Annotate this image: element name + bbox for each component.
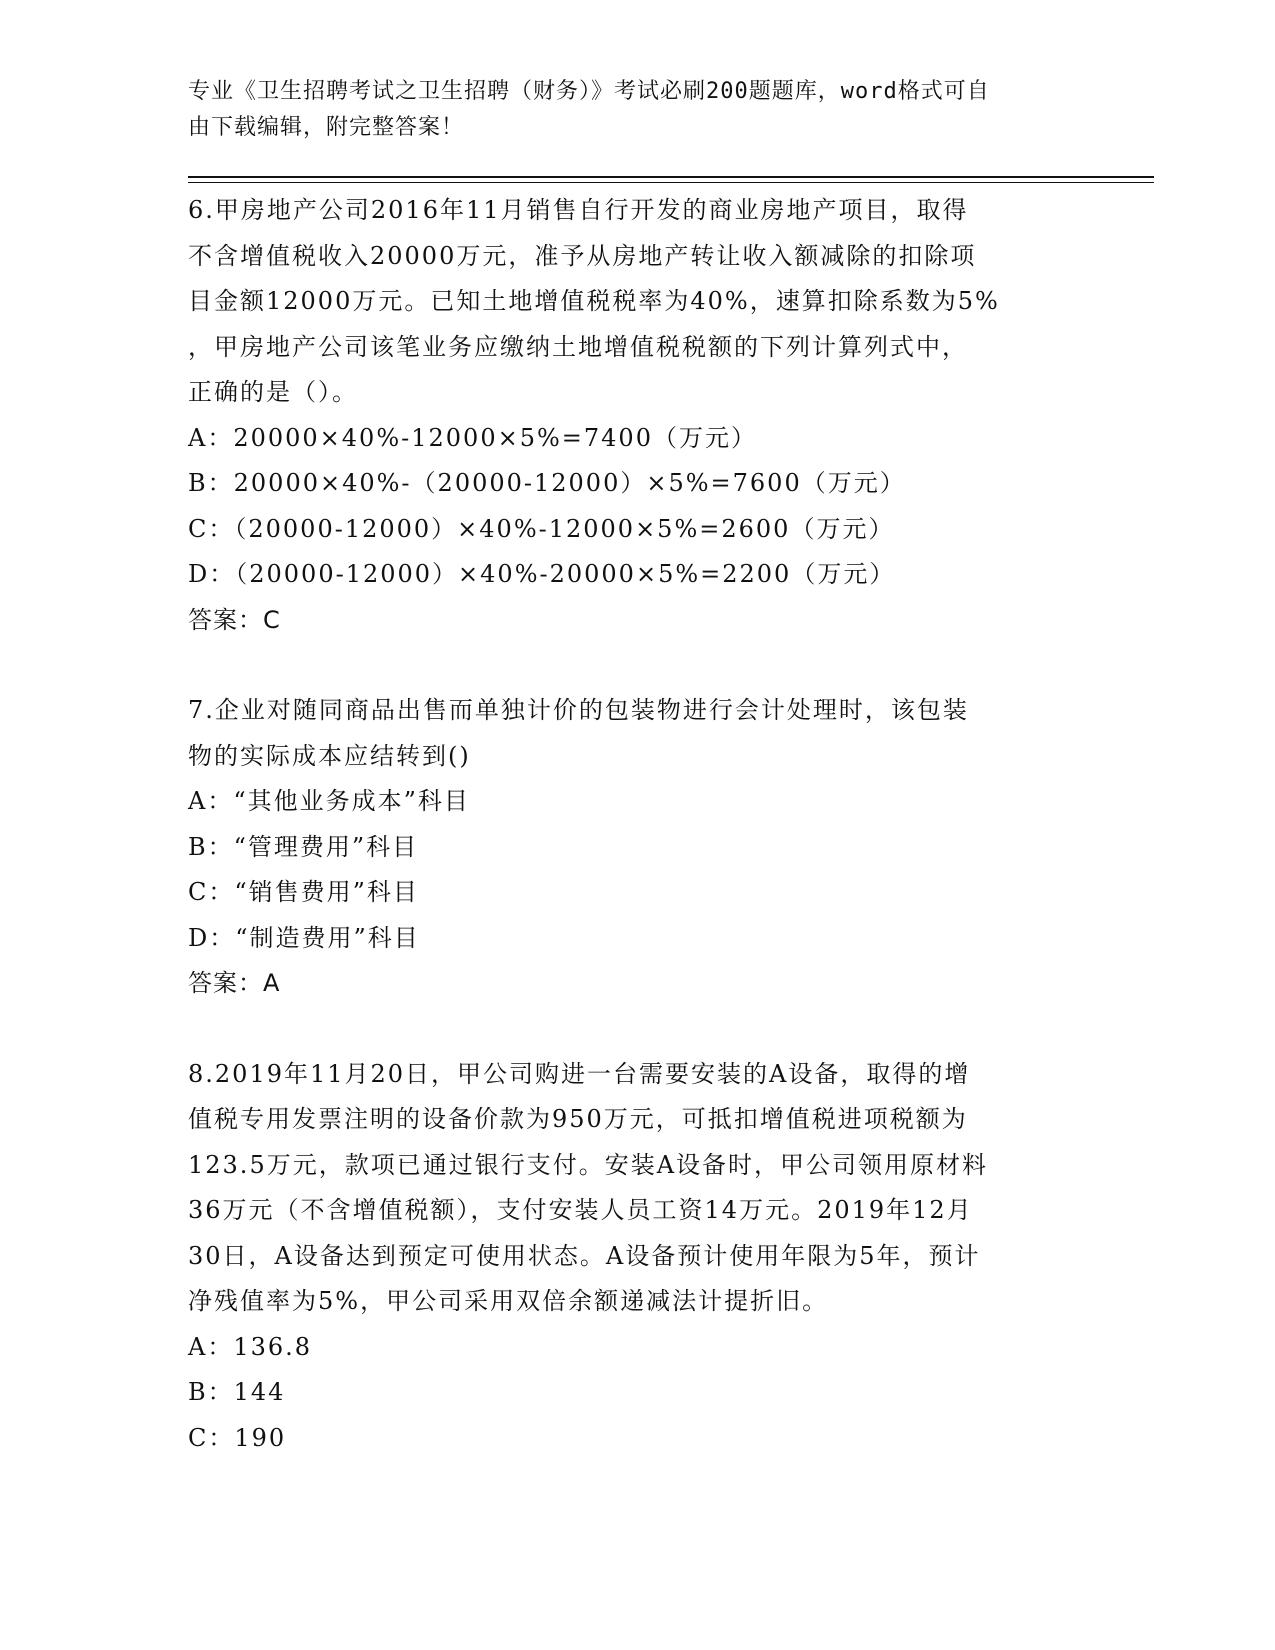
question-stem-line: 6.甲房地产公司2016年11月销售自行开发的商业房地产项目，取得 (188, 196, 969, 224)
answer-label: 答案：C (188, 605, 281, 634)
question-stem-line: 物的实际成本应结转到() (188, 741, 471, 770)
question-stem-line: 30日，A设备达到预定可使用状态。A设备预计使用年限为5年，预计 (188, 1241, 981, 1270)
question-list (188, 188, 1088, 1461)
option-b: B：144 (188, 1378, 286, 1406)
option-b: B：“管理费用”科目 (188, 832, 419, 861)
question-stem-line: 36万元（不含增值税额），支付安装人员工资14万元。2019年12月 (188, 1196, 973, 1224)
question-stem-line: ，甲房地产公司该笔业务应缴纳土地增值税税额的下列计算列式中， (188, 332, 968, 361)
question-stem-line: 8.2019年11月20日，甲公司购进一台需要安装的A设备，取得的增 (188, 1059, 971, 1088)
header-line-2: 由下载编辑，附完整答案！ (188, 115, 465, 140)
option-c: C：（20000-12000）×40%-12000×5%=2600（万元） (188, 514, 895, 543)
question-stem-line: 目金额12000万元。已知土地增值税税率为40%，速算扣除系数为5% (188, 287, 1000, 315)
option-c: C：190 (188, 1423, 287, 1452)
option-d: D：“制造费用”科目 (188, 923, 420, 952)
option-b: B：20000×40%-（20000-12000）×5%=7600（万元） (188, 469, 906, 497)
question-8 (188, 1052, 1088, 1462)
question-stem-line: 123.5万元，款项已通过银行支付。安装A设备时，甲公司领用原材料 (188, 1150, 989, 1179)
question-stem-line: 净残值率为5%，甲公司采用双倍余额递减法计提折旧。 (188, 1287, 829, 1315)
question-7 (188, 688, 1088, 1007)
question-stem-line: 不含增值税收入20000万元，准予从房地产转让收入额减除的扣除项 (188, 241, 977, 270)
answer-label: 答案：A (188, 969, 281, 997)
header-divider-thin (188, 182, 1154, 183)
header-line-1: 专业《卫生招聘考试之卫生招聘（财务）》考试必刷200题题库，word格式可自 (188, 79, 990, 104)
header-divider-thick (188, 176, 1154, 178)
option-d: D：（20000-12000）×40%-20000×5%=2200（万元） (188, 560, 896, 588)
question-stem-line: 7.企业对随同商品出售而单独计价的包装物进行会计处理时，该包装 (188, 696, 969, 724)
question-stem-line: 正确的是（）。 (188, 378, 358, 406)
question-stem-line: 值税专用发票注明的设备价款为950万元，可抵扣增值税进项税额为 (188, 1105, 968, 1133)
option-a: A：20000×40%-12000×5%=7400（万元） (188, 423, 757, 452)
document-header (188, 74, 1068, 146)
option-a: A：136.8 (188, 1332, 313, 1361)
question-6 (188, 188, 1088, 643)
option-c: C：“销售费用”科目 (188, 878, 419, 906)
option-a: A：“其他业务成本”科目 (188, 787, 470, 815)
